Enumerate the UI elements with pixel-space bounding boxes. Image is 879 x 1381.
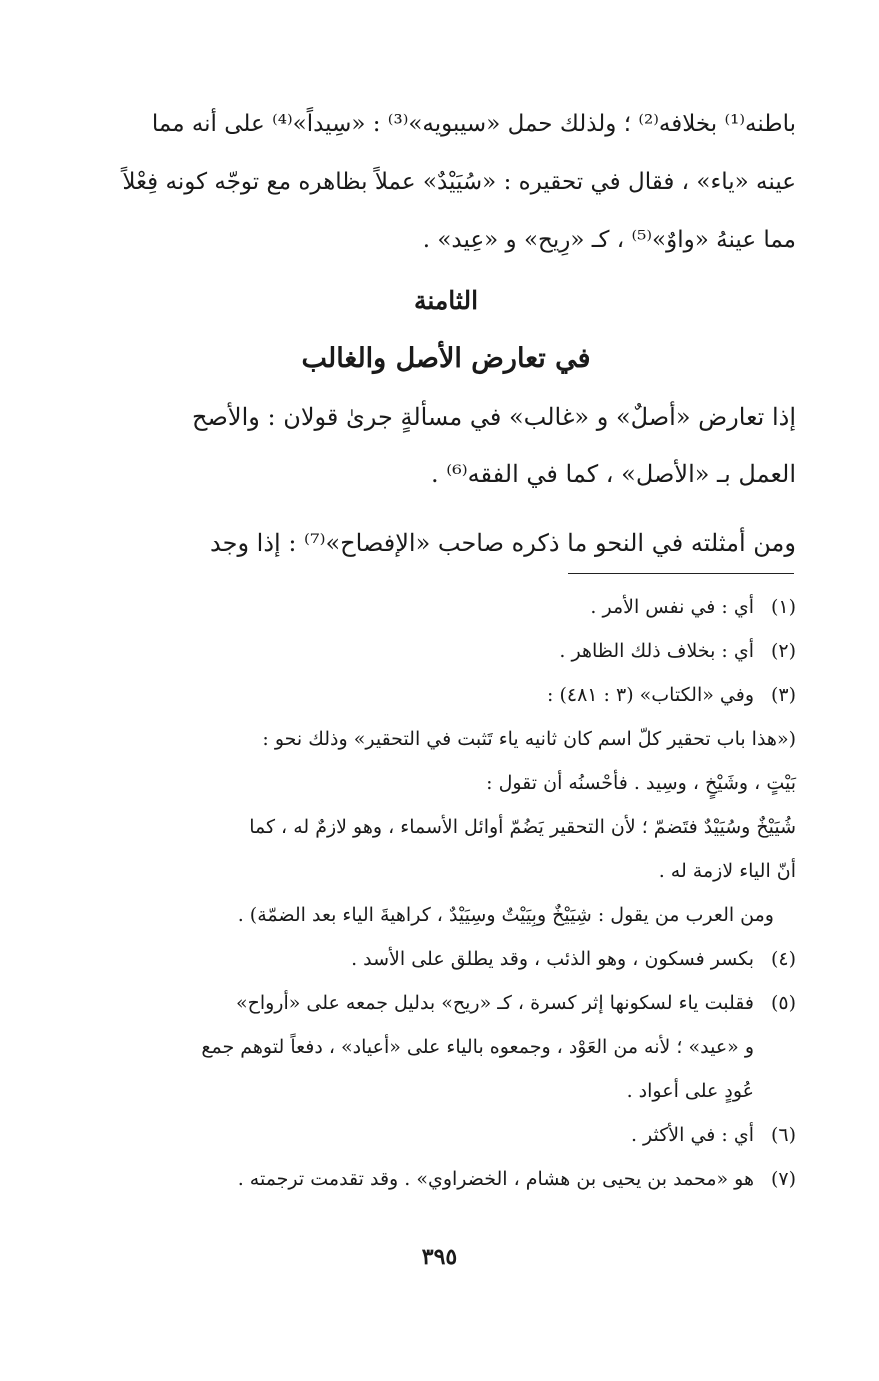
- body-line: باطنه⁽¹⁾ بخلافه⁽²⁾ ؛ ولذلك حمل «سيبويه»⁽³⁾ : «سِيداً»⁽⁴⁾ على أنه مما: [151, 111, 796, 137]
- footnote-text: وفي «الكتاب» (٣ : ٤٨١) :: [547, 684, 754, 706]
- body-line: مما عينهُ «واوٌ»⁽⁵⁾ ، كـ «رِيح» و «عِيد» .: [422, 227, 796, 253]
- footnote-number: (٣): [770, 684, 796, 706]
- footnote: [96, 585, 796, 629]
- intro-paragraph: [96, 389, 796, 572]
- section-number-heading: الثامنة: [413, 286, 479, 315]
- footnote: [96, 629, 796, 673]
- footnote: [96, 981, 796, 1113]
- footnote-text: أي : في الأكثر .: [630, 1124, 754, 1146]
- body-line: عينه «ياء» ، فقال في تحقيره : «سُيَيْدٌ» عملاً بظاهره مع توجّه كونه فِعْلاً: [122, 169, 796, 195]
- footnote-text: أي : بخلاف ذلك الظاهر .: [559, 640, 754, 662]
- quote-line: بَيْتٍ ، وشَيْخٍ ، وسِيد . فأحْسنُه أن تقول :: [486, 772, 796, 794]
- footnote: [96, 1157, 796, 1201]
- footnotes: [96, 585, 796, 1201]
- main-text: [96, 95, 796, 572]
- intro-line: ومن أمثلته في النحو ما ذكره صاحب «الإفصاح»⁽⁷⁾ : إذا وجد: [210, 529, 796, 557]
- footnote-quote: [96, 717, 796, 937]
- footnote-text: أي : في نفس الأمر .: [590, 596, 754, 618]
- footnote: [96, 937, 796, 981]
- intro-line: العمل بـ «الأصل» ، كما في الفقه⁽⁶⁾ .: [430, 460, 796, 488]
- footnote: [96, 1113, 796, 1157]
- footnote-text: فقلبت ياء لسكونها إثر كسرة ، كـ «ريح» بدليل جمعه على «أرواح»: [235, 992, 754, 1014]
- section-title-heading: في تعارض الأصل والغالب: [301, 343, 591, 374]
- quote-line: («هذا باب تحقير كلّ اسم كان ثانيه ياء تَثبت في التحقير» وذلك نحو :: [262, 728, 796, 750]
- quote-line: أنّ الياء لازمة له .: [658, 860, 796, 882]
- footnote-number: (٢): [770, 640, 796, 662]
- intro-line: إذا تعارض «أصلٌ» و «غالب» في مسألةٍ جرىٰ قولان : والأصح: [192, 403, 796, 431]
- footnote-number: (٥): [770, 992, 796, 1014]
- page-number: ٣٩٥: [421, 1244, 458, 1270]
- footnote-number: (٧): [770, 1168, 796, 1190]
- quote-line: شُيَيْخٌ وسُيَيْدٌ فتَضمّ ؛ لأن التحقير يَضُمّ أوائل الأسماء ، وهو لازمٌ له ، كما: [249, 816, 796, 838]
- footnote-number: (٤): [770, 948, 796, 970]
- footnote: [96, 673, 796, 717]
- footnote-number: (٦): [770, 1124, 796, 1146]
- footnote-divider: [568, 573, 794, 574]
- body-paragraph: [96, 95, 796, 269]
- quote-line: ومن العرب من يقول : شِيَيْخٌ وبِيَيْتٌ وسِيَيْدٌ ، كراهيةَ الياء بعد الضمّة) .: [237, 904, 774, 926]
- footnote-number: (١): [770, 596, 796, 618]
- footnote-text: و «عيد» ؛ لأنه من العَوْد ، وجمعوه بالياء على «أعياد» ، دفعاً لتوهم جمع: [201, 1036, 754, 1058]
- footnote-text: بكسر فسكون ، وهو الذئب ، وقد يطلق على الأسد .: [351, 948, 754, 970]
- footnote-text: هو «محمد بن يحيى بن هشام ، الخضراوي» . وقد تقدمت ترجمته .: [237, 1168, 754, 1190]
- footnote-text: عُودٍ على أعواد .: [626, 1080, 754, 1102]
